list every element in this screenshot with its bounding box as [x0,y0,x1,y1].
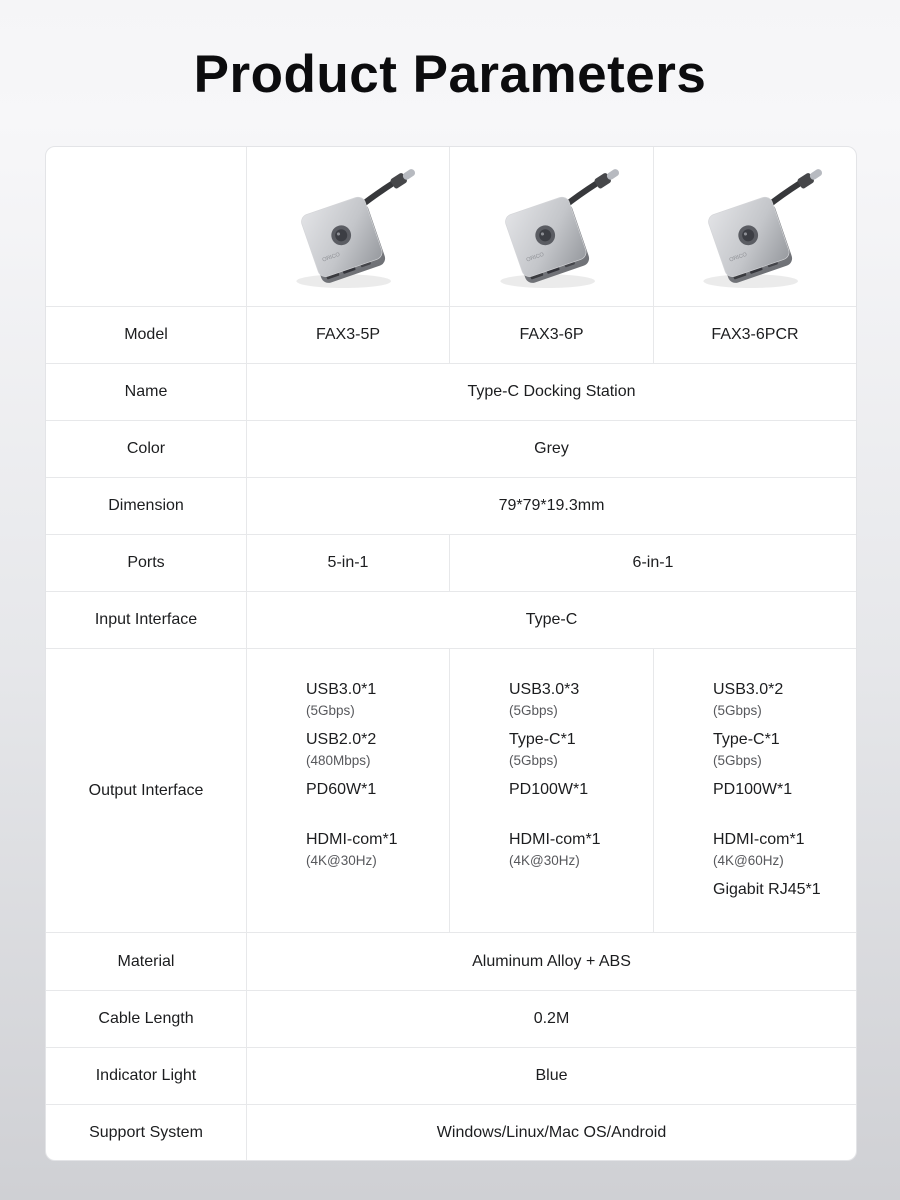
spec-item [713,780,792,830]
support-system-value: Windows/Linux/Mac OS/Android [436,1123,667,1141]
model-value-1: FAX3-5P [247,307,450,364]
product-image-fax3-6pcr [654,147,856,307]
spec-main: Type-C*1 [713,731,780,748]
page-title: Product Parameters [193,45,707,104]
model-value-3: FAX3-6PCR [654,307,856,364]
spec-main: USB3.0*1 [306,681,377,698]
spec-main: HDMI-com*1 [509,831,601,848]
spec-main: USB2.0*2 [306,731,377,748]
spec-main: PD100W*1 [713,781,793,798]
docking-station-illustration [669,152,841,302]
spec-main: Type-C*1 [509,731,576,748]
row-cable-length-label: Cable Length [46,991,247,1048]
output-interface-fax3-6p [450,649,654,933]
spec-sub: (4K@30Hz) [306,853,377,868]
spec-item [306,780,376,830]
row-input-interface-label: Input Interface [46,592,247,649]
row-output-interface-label: Output Interface [46,649,247,933]
spec-item [306,730,376,780]
spec-item [509,830,601,880]
row-name-label: Name [46,364,247,421]
row-indicator-light-label: Indicator Light [46,1048,247,1105]
input-interface-value: Type-C [247,592,856,649]
material-value: Aluminum Alloy + ABS [247,933,856,991]
spec-main: Gigabit RJ45*1 [713,881,821,898]
ports-value-5in1: 5-in-1 [247,535,450,592]
row-dimension-label: Dimension [46,478,247,535]
spec-main: USB3.0*2 [713,681,784,698]
cable-length-value: 0.2M [247,991,856,1048]
spec-sub: (5Gbps) [306,703,355,718]
spec-sub: (480Mbps) [306,753,371,768]
name-value: Type-C Docking Station [247,364,856,421]
row-color-label: Color [46,421,247,478]
row-material-label: Material [46,933,247,991]
spec-sub: (5Gbps) [509,703,558,718]
spec-item [306,680,376,730]
spec-item [306,830,398,880]
spec-sub: (4K@60Hz) [713,853,784,868]
spec-item [713,880,821,930]
output-interface-fax3-6pcr [654,649,856,933]
row-model-label: Model [46,307,247,364]
product-image-fax3-5p [247,147,450,307]
spec-sub: (5Gbps) [713,753,762,768]
docking-station-illustration [262,152,434,302]
image-row-empty-cell [46,147,247,307]
spec-sub: (4K@30Hz) [509,853,580,868]
indicator-light-value: Blue [247,1048,856,1105]
spec-item [509,780,588,830]
color-value: Grey [247,421,856,478]
spec-sub: (5Gbps) [713,703,762,718]
spec-main: PD60W*1 [306,781,377,798]
output-interface-fax3-5p [247,649,450,933]
row-support-system-label: Support System [46,1105,247,1160]
row-ports-label: Ports [46,535,247,592]
product-parameters-table [45,146,857,1161]
spec-item [509,730,576,780]
spec-item [713,830,805,880]
spec-item [713,730,780,780]
spec-sub: (5Gbps) [509,753,558,768]
docking-station-illustration [466,152,638,302]
dimension-value: 79*79*19.3mm [247,478,856,535]
spec-item [509,680,579,730]
spec-main: PD100W*1 [509,781,589,798]
spec-item [713,680,783,730]
spec-main: HDMI-com*1 [713,831,805,848]
spec-main: USB3.0*3 [509,681,580,698]
product-image-fax3-6p [450,147,654,307]
spec-main: HDMI-com*1 [306,831,398,848]
model-value-2: FAX3-6P [450,307,654,364]
ports-value-6in1: 6-in-1 [450,535,856,592]
